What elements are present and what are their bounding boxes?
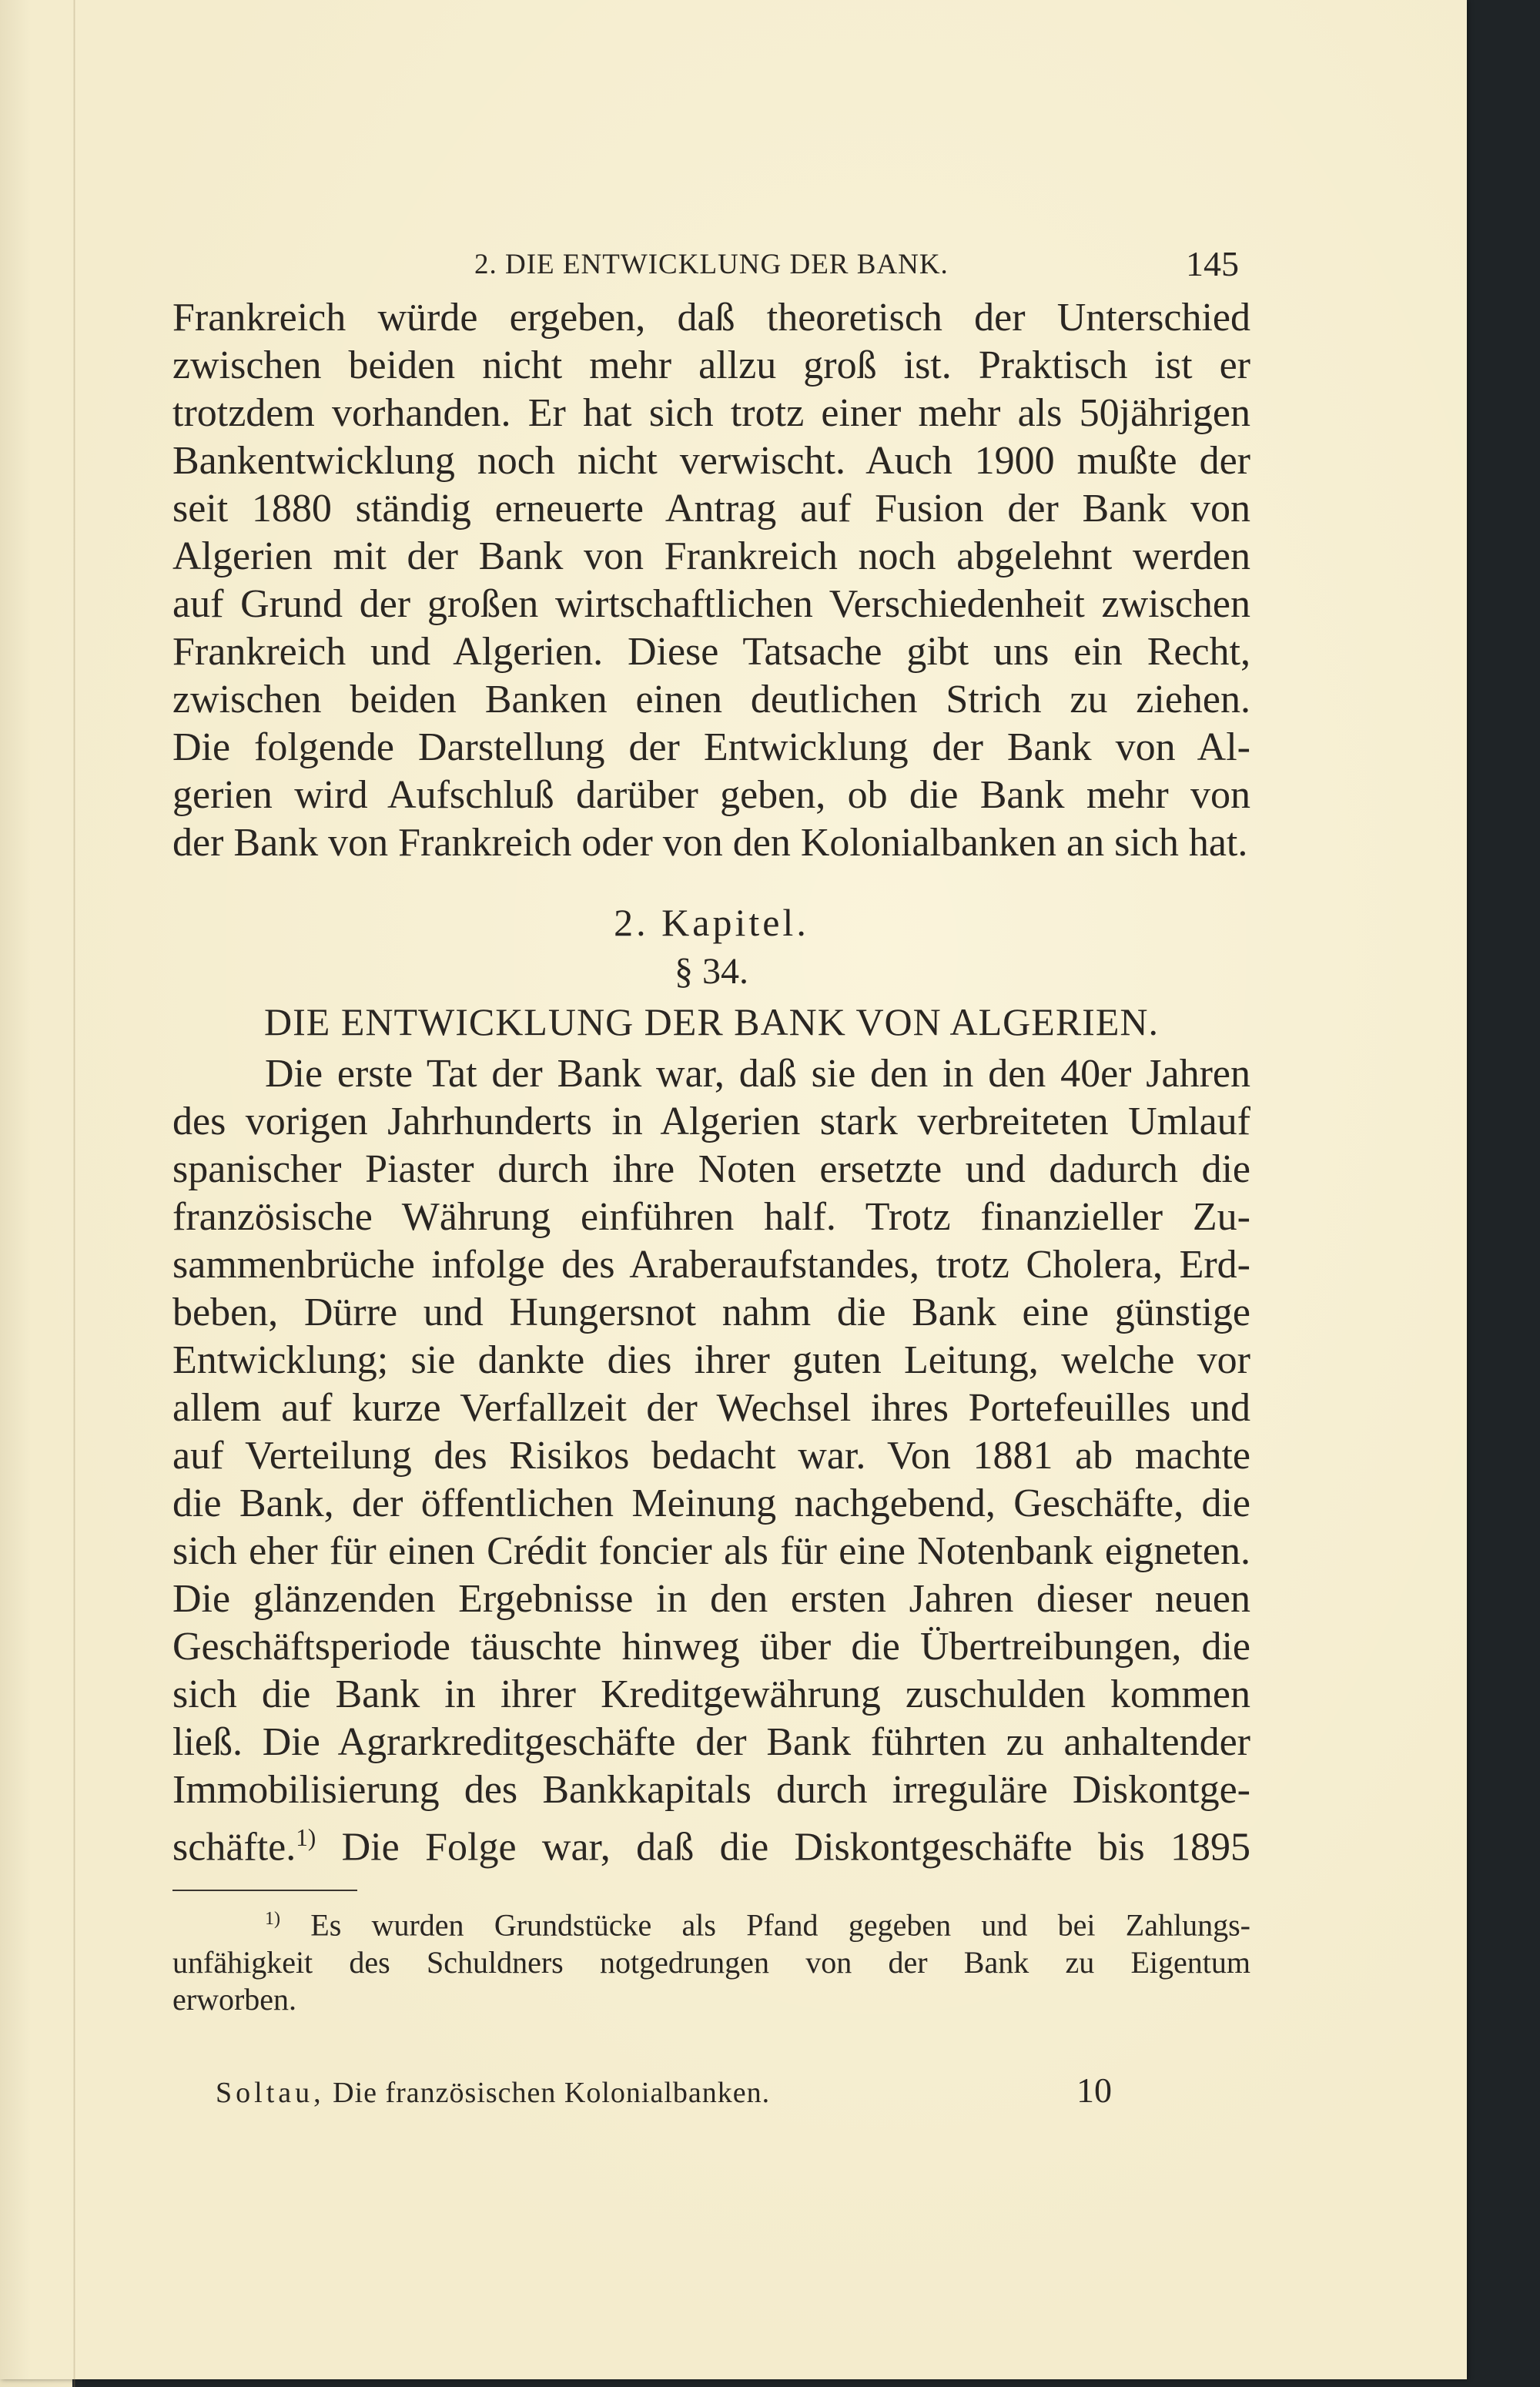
footnote-line: erworben.	[172, 1981, 297, 2017]
section-title: DIE ENTWICKLUNG DER BANK VON ALGERIEN.	[264, 1000, 1159, 1043]
page-fold-shadow	[73, 0, 75, 2387]
footnote-mark: 1)	[265, 1909, 280, 1930]
text-line: seit 1880 ständig erneuerte Antrag auf Fusion der Bank von	[172, 487, 1250, 531]
text-line: Die erste Tat der Bank war, daß sie den in den 40er Jahren	[265, 1052, 1250, 1096]
text-line: Frankreich würde ergeben, daß theoretisch der Unterschied	[172, 296, 1250, 340]
text-line: Immobilisierung des Bankkapitals durch irreguläre Diskontge-	[172, 1768, 1250, 1812]
chapter-heading: 2. Kapitel.	[614, 901, 809, 944]
text-line: gerien wird Aufschluß darüber geben, ob die Bank mehr von	[172, 773, 1250, 817]
text-line: Die folgende Darstellung der Entwicklung der Bank von Al-	[172, 725, 1250, 769]
footnote-line: unfähigkeit des Schuldners notgedrungen von der Bank zu Eigentum	[172, 1944, 1250, 1980]
footnote	[172, 1900, 1250, 2017]
text-line: zwischen beiden Banken einen deutlichen Strich zu ziehen.	[172, 678, 1250, 721]
text-line-with-footnote-mark	[172, 1814, 1250, 1871]
footer-citation	[216, 2076, 770, 2110]
text-line: sich eher für einen Crédit foncier als für eine Notenbank eigneten.	[172, 1529, 1250, 1573]
text-line: auf Grund der großen wirtschaftlichen Verschiedenheit zwischen	[172, 582, 1250, 626]
text-line: die Bank, der öffentlichen Meinung nachgebend, Geschäfte, die	[172, 1481, 1250, 1525]
text-line: Algerien mit der Bank von Frankreich noch abgelehnt werden	[172, 534, 1250, 578]
text-line: Entwicklung; sie dankte dies ihrer guten Leitung, welche vor	[172, 1338, 1250, 1382]
footnote-line	[172, 1900, 1250, 1943]
footnote-rule	[172, 1890, 357, 1891]
footnote-reference: 1)	[296, 1824, 316, 1851]
section-number: § 34.	[675, 951, 748, 992]
text-line: trotzdem vorhanden. Er hat sich trotz einer mehr als 50jährigen	[172, 391, 1250, 435]
footnote-text: Es wurden Grundstücke als Pfand gegeben und bei Zahlungs-	[280, 1907, 1250, 1943]
text-line: Frankreich und Algerien. Diese Tatsache gibt uns ein Recht,	[172, 630, 1250, 674]
text-line: französische Währung einführen half. Trotz finanzieller Zu-	[172, 1195, 1250, 1239]
text-line: spanischer Piaster durch ihre Noten ersetzte und dadurch die	[172, 1147, 1250, 1191]
text-line: der Bank von Frankreich oder von den Kolonialbanken an sich hat.	[172, 821, 1248, 865]
text-line: allem auf kurze Verfallzeit der Wechsel ihres Portefeuilles und	[172, 1386, 1250, 1430]
footer-book-title: Die französischen Kolonialbanken.	[324, 2077, 771, 2109]
page-number: 145	[1186, 244, 1239, 283]
text-line: beben, Dürre und Hungersnot nahm die Bank eine günstige	[172, 1291, 1250, 1334]
text-line: zwischen beiden nicht mehr allzu groß ist. Praktisch ist er	[172, 343, 1250, 387]
text-line: sich die Bank in ihrer Kreditgewährung zuschulden kommen	[172, 1672, 1250, 1716]
text-line: Geschäftsperiode täuschte hinweg über die Übertreibungen, die	[172, 1625, 1250, 1669]
text-line: des vorigen Jahrhunderts in Algerien stark verbreiteten Umlauf	[172, 1100, 1250, 1143]
paragraph-main	[172, 1050, 1250, 1871]
paragraph-continuation	[172, 294, 1250, 867]
printer-signature: 10	[1076, 2071, 1112, 2110]
text-line: Die glänzenden Ergebnisse in den ersten Jahren dieser neuen	[172, 1577, 1250, 1621]
footer-author: Soltau,	[216, 2077, 325, 2109]
text-line: ließ. Die Agrarkreditgeschäfte der Bank führten zu anhaltender	[172, 1720, 1250, 1764]
running-header: 2. DIE ENTWICKLUNG DER BANK.	[474, 249, 949, 280]
text-line: sammenbrüche infolge des Araberaufstandes, trotz Cholera, Erd-	[172, 1243, 1250, 1287]
text-line: auf Verteilung des Risikos bedacht war. Von 1881 ab machte	[172, 1434, 1250, 1478]
text-segment: Die Folge war, daß die Diskontgeschäfte bis 1895	[316, 1825, 1250, 1870]
text-segment: schäfte.	[172, 1825, 296, 1870]
text-line: Bankentwicklung noch nicht verwischt. Auch 1900 mußte der	[172, 439, 1250, 483]
page-body	[172, 294, 1250, 2018]
